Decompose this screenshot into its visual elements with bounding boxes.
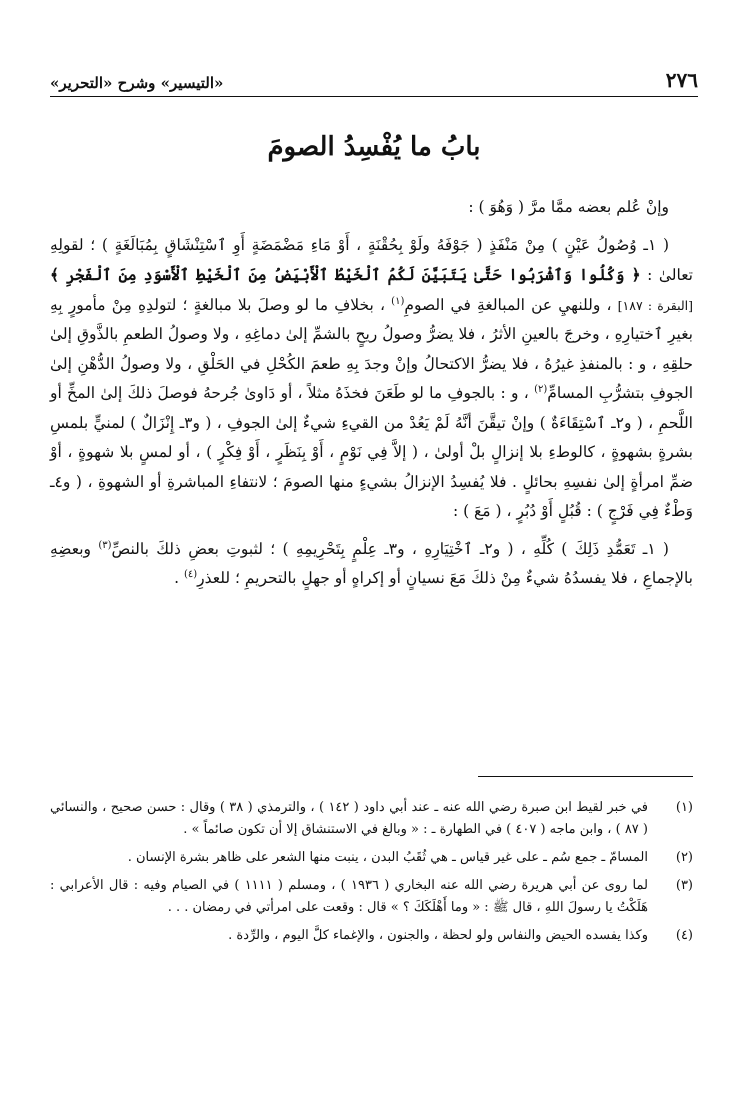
intro-line: وإنْ عُلم بعضه ممَّا مرَّ ( وَهُوَ ) : [468,198,669,216]
para2-text-a: ( ١ـ تَعَمُّدِ ذَلِكَ ) كُلِّهِ ، ( و٢ـ ٱخْتِيَارِهِ ، و٣ـ عِلْمٍ بِتَحْرِيمِهِ ) ؛ لثبوتِ بعضِ ذلكَ بالنصِّ [111,539,669,558]
verse-reference: [البقرة : ١٨٧] [617,297,693,313]
footnotes [50,797,693,953]
running-title: «التيسير» وشرح «التحرير» [50,74,224,92]
quran-verse: ﴿ وَكُلُوا وَٱشْرَبُوا حَتَّىٰ يَتَبَيَّنَ لَكُمُ ٱلْخَيْطُ ٱلْأَبْيَضُ مِنَ ٱلْخَيْطِ ٱلْأَسْوَدِ مِنَ ٱلْفَجْرِ ﴾ [50,265,641,284]
chapter-title: بابُ ما يُفْسِدُ الصومَ [267,132,481,162]
para2-text-c: . [174,569,179,587]
footnote-number: (١) [675,800,693,815]
paragraph-2 [50,535,693,594]
footnote-marker-2[interactable]: (٢) [534,383,548,395]
para1-text-b: ، وللنهيِ عن المبالغةِ في الصومِ [404,295,612,314]
page-header [50,62,698,97]
footnote-marker-3[interactable]: (٣) [98,539,112,551]
para2-text-b: وبعضِهِ بالإجماعِ ، فلا يفسدُهُ شيءٌ مِنْ ذلكَ مَعَ نسيانٍ أو إكراهٍ أو جهلٍ بالتحريمِ ؛ للعذرِ [50,539,693,587]
footnote-marker-4[interactable]: (٤) [183,568,198,580]
paragraph-1 [50,231,693,527]
footnote-number: (٣) [675,878,693,893]
main-text [50,193,693,594]
footnote [50,875,693,919]
para1-text-c: ، بخلافِ ما لو وصلَ بلا مبالغةٍ ؛ لتولدِهِ مِنْ مأمورٍ بِهِ بغيرِ ٱختيارِهِ ، وخرجَ بالعينِ الأثرُ ، فلا يضرُّ وصولُ ريحٍ بالشمِّ إلىٰ دماغِهِ ، ولا وصولُ الطعمِ بالذَّوقِ إلىٰ حلقِهِ ، و : بالمنفذِ غيرُهُ ، فلا يضرُّ الاكتحالُ وإنْ وجدَ بِهِ طعمَ الكُحْلِ في الحَلْقِ ، ولا وصولُ الدُّهْنِ إلىٰ الجوفِ بتشرُّبِ المسامِّ [50,295,693,402]
footnote-text: لما روى عن أبي هريرة رضي الله عنه البخاري ( ١٩٣٦ ) ، ومسلم ( ١١١١ ) في الصيام وفيه : قال الأعرابي : هَلَكْتُ يا رسولَ اللهِ ، قال ﷺ : « وما أَهْلَكَكَ ؟ » قال : وقعت على امرأتي في رمضان . . . [50,878,648,915]
footnote [50,847,693,869]
footnote-divider [478,776,693,777]
footnote-text: وكذا يفسده الحيض والنفاس ولو لحظة ، والجنون ، والإغماء كلَّ اليوم ، والرِّدة . [228,928,648,943]
footnote-number: (٤) [675,928,693,943]
footnote-number: (٢) [675,850,693,865]
page-number: ٢٧٦ [665,68,698,92]
footnote [50,925,693,947]
footnote-marker-1[interactable]: (١) [391,295,405,307]
para1-text-d: ، و : بالجوفِ ما لو طَعَنَ فخذَهُ مثلاً ، أو دَاوىٰ جُرحهُ فوصلَ ذلكَ إلىٰ المخِّ أو اللَّحمِ ، ( و٢ـ ٱسْتِقَاءَةٌ ) وإنْ تيقَّنَ أنَّهُ لَمْ يَعُدْ من القيءِ شيءٌ إلىٰ الجوفِ ، ( و٣ـ إِنْزَالٌ ) لمنيٍّ بلمسِ بشرةٍ بشهوةٍ ، كالوطءِ بلا إنزالٍ بلْ أولىٰ ، ( إلاَّ فِي نَوْمٍ ، أَوْ بِنَظَرٍ ، أَوْ فِكْرٍ ) ، أو لمسٍ بلا شهوةٍ ، أوْ ضمِّ امرأةٍ إلىٰ نفسِهِ بحائلٍ . فلا يُفسِدُ الإنزالُ بشيءٍ منها الصومَ ؛ لانتفاءِ المباشرةِ أو الشهوةِ ، ( و٤ـ وَطْءٌ فِي فَرْجٍ ) : قُبُلٍ أَوْ دُبُرٍ ، ( مَعَ ) : [50,384,693,520]
para1-text-a: ( ١ـ وُصُولُ عَيْنٍ ) مِنْ مَنْفَذٍ ( جَوْفَهُ ولَوْ بِحُقْنَةٍ ، أَوْ مَاءِ مَضْمَضَةٍ أَوِ ٱسْتِنْشَاقٍ بِمُبَالَغَةٍ ) ؛ لقولِهِ تعالىٰ : [50,235,693,284]
footnote [50,797,693,841]
footnote-text: في خبر لقيط ابن صبرة رضي الله عنه ـ عند أبي داود ( ١٤٢ ) ، والترمذي ( ٣٨ ) وقال : حسن صحيح ، والنسائي ( ٨٧ ) ، وابن ماجه ( ٤٠٧ ) في الطهارة ـ : « وبالغ في الاستنشاق إلا أن تكون صائماً » . [50,800,648,837]
footnote-text: المسامّ ـ جمع سُم ـ على غير قياس ـ هي ثُقَبُ البدن ، ينبت منها الشعر على ظاهر بشرة الإنسان . [127,850,648,865]
